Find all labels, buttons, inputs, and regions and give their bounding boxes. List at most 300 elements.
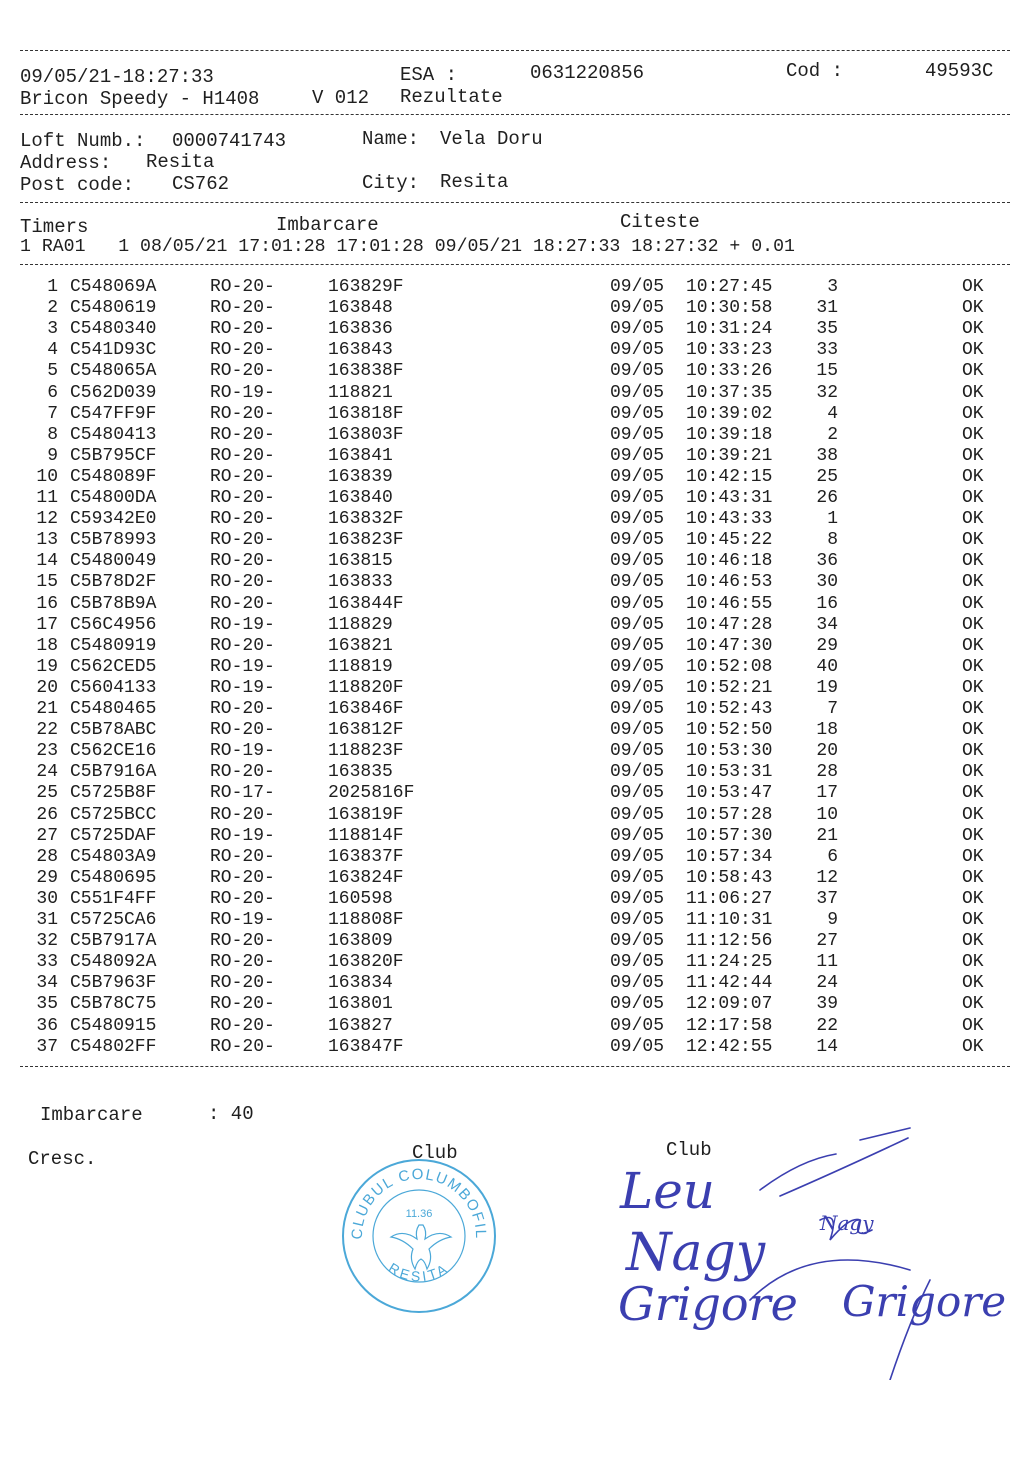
result-row (0, 361, 1024, 382)
result-status: OK (962, 424, 984, 445)
result-rank: 20 (816, 741, 838, 762)
result-no: 3 (47, 319, 58, 340)
result-status: OK (962, 1015, 984, 1036)
result-no: 8 (47, 424, 58, 445)
result-status: OK (962, 403, 984, 424)
result-date: 09/05 (610, 530, 665, 551)
result-row (0, 657, 1024, 678)
address-label: Address: (20, 152, 112, 174)
result-chip: C5B78C75 (70, 994, 157, 1015)
result-rank: 27 (816, 931, 838, 952)
result-rank: 14 (816, 1036, 838, 1057)
result-date: 09/05 (610, 1036, 665, 1057)
result-chip: C5480619 (70, 298, 157, 319)
result-no: 19 (36, 656, 58, 677)
result-status: OK (962, 677, 984, 698)
result-no: 22 (36, 720, 58, 741)
result-date: 09/05 (610, 403, 665, 424)
result-prefix: RO-20- (210, 720, 275, 741)
result-row (0, 488, 1024, 509)
result-date: 09/05 (610, 804, 665, 825)
result-time: 10:30:58 (686, 298, 773, 319)
result-chip: C59342E0 (70, 509, 157, 530)
separator-timers (20, 264, 1010, 265)
result-rank: 16 (816, 593, 838, 614)
result-date: 09/05 (610, 466, 665, 487)
result-row (0, 783, 1024, 804)
result-rank: 7 (827, 699, 838, 719)
result-rank: 29 (816, 635, 838, 656)
result-chip: C5480695 (70, 867, 157, 888)
result-date: 09/05 (610, 825, 665, 846)
result-time: 10:39:21 (686, 445, 773, 466)
result-date: 09/05 (610, 846, 665, 867)
result-status: OK (962, 466, 984, 487)
result-row (0, 551, 1024, 572)
result-chip: C56C4956 (70, 614, 157, 635)
result-prefix: RO-20- (210, 1036, 275, 1057)
result-no: 27 (36, 825, 58, 846)
loft-name: Vela Doru (440, 128, 543, 150)
result-row (0, 868, 1024, 889)
result-row (0, 678, 1024, 699)
result-rank: 11 (816, 952, 838, 973)
result-rank: 38 (816, 445, 838, 466)
result-chip: C5725CA6 (70, 910, 157, 930)
result-chip: C5B78ABC (70, 720, 157, 741)
result-ring: 163840 (328, 488, 393, 508)
result-date: 09/05 (610, 614, 665, 635)
result-chip: C5480413 (70, 424, 157, 445)
result-prefix: RO-20- (210, 888, 275, 909)
result-ring: 163846F (328, 699, 404, 719)
result-rank: 17 (816, 783, 838, 804)
signature-nagy: Nagy (626, 1223, 766, 1283)
result-date: 09/05 (610, 298, 665, 319)
result-no: 24 (36, 762, 58, 783)
result-rank: 35 (816, 319, 838, 340)
result-date: 09/05 (610, 931, 665, 952)
result-status: OK (962, 783, 984, 804)
result-rank: 36 (816, 551, 838, 572)
result-prefix: RO-20- (210, 867, 275, 888)
result-time: 10:47:30 (686, 635, 773, 656)
result-chip: C551F4FF (70, 888, 157, 909)
result-rank: 22 (816, 1015, 838, 1036)
result-no: 9 (47, 445, 58, 466)
result-rank: 39 (816, 994, 838, 1015)
result-no: 28 (36, 846, 58, 867)
svg-text:RESITA (386, 1259, 452, 1284)
result-time: 10:42:15 (686, 466, 773, 487)
result-status: OK (962, 741, 984, 762)
result-date: 09/05 (610, 762, 665, 783)
result-date: 09/05 (610, 551, 665, 572)
result-prefix: RO-19- (210, 382, 275, 403)
result-ring: 163820F (328, 952, 404, 973)
result-no: 26 (36, 804, 58, 825)
result-prefix: RO-17- (210, 783, 275, 804)
result-status: OK (962, 319, 984, 340)
result-row (0, 509, 1024, 530)
result-prefix: RO-19- (210, 825, 275, 846)
result-ring: 163803F (328, 424, 404, 445)
result-time: 10:43:33 (686, 509, 773, 530)
result-ring: 118820F (328, 677, 404, 698)
club-stamp (338, 1155, 500, 1317)
result-row (0, 572, 1024, 593)
result-rank: 18 (816, 720, 838, 741)
result-row (0, 973, 1024, 994)
result-ring: 163844F (328, 593, 404, 614)
result-prefix: RO-19- (210, 677, 275, 698)
result-time: 10:53:30 (686, 741, 773, 762)
result-ring: 163832F (328, 509, 404, 530)
result-status: OK (962, 530, 984, 551)
result-no: 34 (36, 973, 58, 994)
result-ring: 163829F (328, 277, 404, 297)
separator-top (20, 50, 1010, 51)
footer-imbarcare-value: : 40 (208, 1103, 254, 1125)
result-date: 09/05 (610, 867, 665, 888)
result-time: 10:37:35 (686, 382, 773, 403)
result-row (0, 720, 1024, 741)
result-prefix: RO-20- (210, 804, 275, 825)
header-datetime: 09/05/21-18:27:33 (20, 66, 214, 88)
result-time: 12:17:58 (686, 1015, 773, 1036)
result-status: OK (962, 572, 984, 593)
club-label-signatures: Club (666, 1139, 712, 1161)
result-chip: C5604133 (70, 677, 157, 698)
result-row (0, 530, 1024, 551)
result-no: 29 (36, 867, 58, 888)
result-prefix: RO-20- (210, 445, 275, 466)
result-time: 10:52:21 (686, 677, 773, 698)
result-prefix: RO-20- (210, 551, 275, 572)
report-type: Rezultate (400, 86, 503, 108)
result-prefix: RO-20- (210, 635, 275, 656)
result-row (0, 741, 1024, 762)
result-prefix: RO-20- (210, 424, 275, 445)
result-rank: 15 (816, 361, 838, 382)
result-row (0, 277, 1024, 298)
result-status: OK (962, 931, 984, 952)
result-rank: 32 (816, 382, 838, 403)
result-ring: 163834 (328, 973, 393, 994)
result-date: 09/05 (610, 656, 665, 677)
result-prefix: RO-19- (210, 910, 275, 930)
result-ring: 163835 (328, 762, 393, 783)
result-date: 09/05 (610, 277, 665, 297)
result-ring: 163841 (328, 445, 393, 466)
result-chip: C548065A (70, 361, 157, 382)
result-status: OK (962, 614, 984, 635)
result-prefix: RO-20- (210, 931, 275, 952)
result-time: 11:10:31 (686, 910, 773, 930)
result-status: OK (962, 656, 984, 677)
result-chip: C5725BCC (70, 804, 157, 825)
result-status: OK (962, 973, 984, 994)
result-date: 09/05 (610, 720, 665, 741)
result-no: 36 (36, 1015, 58, 1036)
result-chip: C5480915 (70, 1015, 157, 1036)
cresc-label: Cresc. (28, 1148, 97, 1170)
result-date: 09/05 (610, 1015, 665, 1036)
result-row (0, 1037, 1024, 1058)
result-status: OK (962, 340, 984, 361)
timers-label: Timers (20, 216, 89, 238)
result-date: 09/05 (610, 382, 665, 403)
result-time: 10:52:50 (686, 720, 773, 741)
stamp-number: 11.36 (405, 1208, 433, 1220)
result-rank: 37 (816, 888, 838, 909)
city-label: City: (362, 172, 420, 194)
result-prefix: RO-20- (210, 994, 275, 1015)
result-date: 09/05 (610, 888, 665, 909)
result-rank: 6 (827, 846, 838, 867)
result-rank: 30 (816, 572, 838, 593)
result-no: 31 (36, 910, 58, 930)
result-ring: 163833 (328, 572, 393, 593)
result-rank: 12 (816, 867, 838, 888)
result-chip: C5480919 (70, 635, 157, 656)
address-value: Resita (146, 151, 215, 173)
loft-number-label: Loft Numb.: (20, 130, 146, 152)
esa-label: ESA : (400, 64, 458, 86)
result-time: 10:45:22 (686, 530, 773, 551)
result-ring: 163823F (328, 530, 404, 551)
result-ring: 163818F (328, 403, 404, 424)
result-ring: 163821 (328, 635, 393, 656)
result-status: OK (962, 509, 984, 530)
result-rank: 31 (816, 298, 838, 319)
result-prefix: RO-20- (210, 298, 275, 319)
result-prefix: RO-19- (210, 741, 275, 762)
result-prefix: RO-19- (210, 656, 275, 677)
result-row (0, 805, 1024, 826)
result-chip: C5725B8F (70, 783, 157, 804)
result-no: 1 (47, 277, 58, 297)
result-date: 09/05 (610, 910, 665, 930)
result-ring: 163812F (328, 720, 404, 741)
result-time: 10:47:28 (686, 614, 773, 635)
result-prefix: RO-20- (210, 593, 275, 614)
result-prefix: RO-20- (210, 361, 275, 382)
result-status: OK (962, 277, 984, 297)
result-no: 10 (36, 466, 58, 487)
stamp-text-bottom: RESITA (385, 1259, 453, 1285)
result-ring: 163836 (328, 319, 393, 340)
signature-nagy-small: Nagy (820, 1211, 874, 1235)
result-date: 09/05 (610, 677, 665, 698)
result-row (0, 383, 1024, 404)
result-chip: C5B795CF (70, 445, 157, 466)
result-ring: 118808F (328, 910, 404, 930)
result-chip: C54802FF (70, 1036, 157, 1057)
result-date: 09/05 (610, 994, 665, 1015)
result-chip: C5B78993 (70, 530, 157, 551)
result-status: OK (962, 635, 984, 656)
result-no: 30 (36, 888, 58, 909)
result-time: 10:33:23 (686, 340, 773, 361)
result-status: OK (962, 825, 984, 846)
result-chip: C562CE16 (70, 741, 157, 762)
result-row (0, 298, 1024, 319)
result-rank: 9 (827, 910, 838, 930)
signature-grigore: Grigore (618, 1277, 798, 1331)
result-no: 20 (36, 677, 58, 698)
result-prefix: RO-20- (210, 572, 275, 593)
result-date: 09/05 (610, 783, 665, 804)
separator-loft (20, 202, 1010, 203)
result-ring: 163837F (328, 846, 404, 867)
result-ring: 2025816F (328, 783, 415, 804)
result-ring: 163848 (328, 298, 393, 319)
result-status: OK (962, 382, 984, 403)
result-no: 33 (36, 952, 58, 973)
result-date: 09/05 (610, 699, 665, 719)
result-chip: C5480340 (70, 319, 157, 340)
result-ring: 163838F (328, 361, 404, 382)
result-row (0, 889, 1024, 910)
result-row (0, 636, 1024, 657)
result-time: 10:46:18 (686, 551, 773, 572)
postcode-label: Post code: (20, 174, 135, 196)
result-no: 5 (47, 361, 58, 382)
result-chip: C548069A (70, 277, 157, 297)
result-prefix: RO-20- (210, 530, 275, 551)
signature-grigore-2: Grigore (842, 1277, 1007, 1326)
result-ring: 163824F (328, 867, 404, 888)
result-ring: 163847F (328, 1036, 404, 1057)
result-row (0, 319, 1024, 340)
result-rank: 34 (816, 614, 838, 635)
result-no: 16 (36, 593, 58, 614)
result-time: 10:27:45 (686, 277, 773, 297)
result-prefix: RO-20- (210, 403, 275, 424)
result-rank: 26 (816, 488, 838, 508)
result-ring: 118823F (328, 741, 404, 762)
esa-value: 0631220856 (530, 62, 645, 84)
result-rank: 40 (816, 656, 838, 677)
result-no: 35 (36, 994, 58, 1015)
result-ring: 163827 (328, 1015, 393, 1036)
result-ring: 163839 (328, 466, 393, 487)
result-date: 09/05 (610, 319, 665, 340)
result-ring: 118829 (328, 614, 393, 635)
result-ring: 118821 (328, 382, 393, 403)
result-chip: C5B7963F (70, 973, 157, 994)
result-time: 10:52:43 (686, 699, 773, 719)
result-rank: 10 (816, 804, 838, 825)
result-date: 09/05 (610, 509, 665, 530)
result-time: 10:33:26 (686, 361, 773, 382)
result-row (0, 467, 1024, 488)
timers-citeste-label: Citeste (620, 211, 700, 233)
result-chip: C541D93C (70, 340, 157, 361)
result-prefix: RO-20- (210, 466, 275, 487)
result-date: 09/05 (610, 340, 665, 361)
result-date: 09/05 (610, 445, 665, 466)
result-time: 11:24:25 (686, 952, 773, 973)
result-chip: C54800DA (70, 488, 157, 508)
result-ring: 118819 (328, 656, 393, 677)
result-status: OK (962, 298, 984, 319)
signature-leu: Leu (620, 1162, 715, 1220)
result-rank: 24 (816, 973, 838, 994)
result-time: 10:39:02 (686, 403, 773, 424)
result-no: 14 (36, 551, 58, 572)
result-status: OK (962, 804, 984, 825)
result-no: 21 (36, 699, 58, 719)
result-row (0, 340, 1024, 361)
result-status: OK (962, 593, 984, 614)
result-chip: C5725DAF (70, 825, 157, 846)
result-chip: C54803A9 (70, 846, 157, 867)
result-rank: 21 (816, 825, 838, 846)
result-time: 10:58:43 (686, 867, 773, 888)
result-row (0, 952, 1024, 973)
cod-label: Cod : (786, 60, 844, 82)
result-prefix: RO-20- (210, 509, 275, 530)
signatures (610, 1120, 1024, 1380)
result-date: 09/05 (610, 361, 665, 382)
result-date: 09/05 (610, 488, 665, 508)
result-row (0, 931, 1024, 952)
result-no: 4 (47, 340, 58, 361)
result-chip: C547FF9F (70, 403, 157, 424)
result-time: 10:57:34 (686, 846, 773, 867)
result-ring: 163809 (328, 931, 393, 952)
result-no: 25 (36, 783, 58, 804)
result-time: 10:39:18 (686, 424, 773, 445)
result-row (0, 425, 1024, 446)
result-status: OK (962, 1036, 984, 1057)
result-chip: C5B78B9A (70, 593, 157, 614)
device-name: Bricon Speedy - H1408 (20, 88, 260, 110)
cod-value: 49593C (925, 60, 994, 82)
timers-imbarcare-label: Imbarcare (276, 214, 379, 236)
result-chip: C5B78D2F (70, 572, 157, 593)
result-prefix: RO-20- (210, 488, 275, 508)
result-no: 23 (36, 741, 58, 762)
result-chip: C5480049 (70, 551, 157, 572)
result-status: OK (962, 994, 984, 1015)
loft-number: 0000741743 (172, 130, 287, 152)
separator-header (20, 114, 1010, 115)
result-no: 7 (47, 403, 58, 424)
result-prefix: RO-20- (210, 699, 275, 719)
result-rank: 25 (816, 466, 838, 487)
result-no: 6 (47, 382, 58, 403)
result-status: OK (962, 551, 984, 572)
result-status: OK (962, 699, 984, 719)
result-row (0, 446, 1024, 467)
result-prefix: RO-20- (210, 340, 275, 361)
result-time: 10:46:55 (686, 593, 773, 614)
result-prefix: RO-20- (210, 1015, 275, 1036)
footer-imbarcare-label: Imbarcare (40, 1104, 143, 1126)
result-row (0, 762, 1024, 783)
result-time: 12:09:07 (686, 994, 773, 1015)
result-rank: 8 (827, 530, 838, 551)
result-no: 13 (36, 530, 58, 551)
result-prefix: RO-20- (210, 952, 275, 973)
result-time: 10:52:08 (686, 656, 773, 677)
result-ring: 163819F (328, 804, 404, 825)
result-ring: 163801 (328, 994, 393, 1015)
result-no: 12 (36, 509, 58, 530)
